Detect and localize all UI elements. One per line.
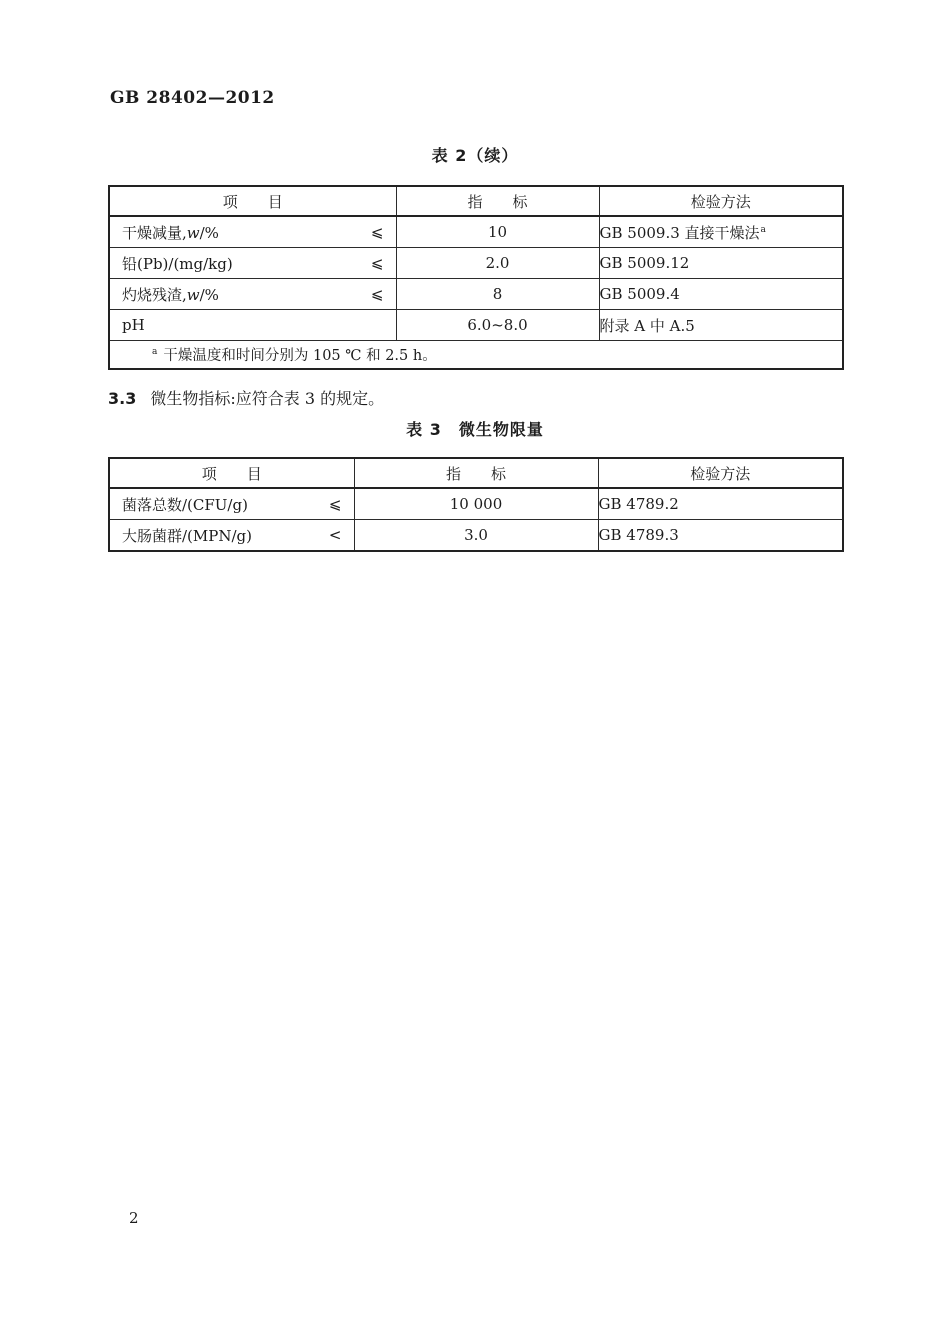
indicator-value: 3.0 — [354, 520, 598, 552]
section-text: 微生物指标:应符合表 3 的规定。 — [150, 389, 385, 408]
test-method: 附录 A 中 A.5 — [599, 310, 843, 341]
section-number: 3.3 — [108, 389, 137, 408]
item-label: 灼烧残渣,w/% — [122, 285, 219, 304]
item-label: pH — [122, 316, 145, 334]
table2 — [108, 185, 842, 370]
table-row — [109, 216, 843, 248]
item-label: 干燥减量,w/% — [122, 223, 219, 242]
relation-symbol: ⩽ — [370, 285, 384, 303]
test-method: GB 4789.3 — [598, 520, 843, 552]
indicator-value: 6.0~8.0 — [396, 310, 599, 341]
item-label: 铅(Pb)/(mg/kg) — [122, 254, 233, 273]
test-method: GB 5009.4 — [599, 279, 843, 310]
indicator-value: 10 000 — [354, 488, 598, 520]
table3-col-indicator: 指 标 — [354, 458, 598, 488]
table-row — [109, 279, 843, 310]
table2-title: 表 2（续） — [431, 146, 519, 165]
table2-header-row — [109, 186, 843, 216]
table3 — [108, 457, 842, 552]
item-label: 大肠菌群/(MPN/g) — [122, 526, 252, 545]
table2-col-indicator: 指 标 — [396, 186, 599, 216]
footnote-text: 干燥温度和时间分别为 105 ℃ 和 2.5 h。 — [163, 348, 437, 364]
table3-col-item: 项 目 — [109, 458, 354, 488]
table3-header-row — [109, 458, 843, 488]
indicator-value: 10 — [396, 216, 599, 248]
indicator-value: 2.0 — [396, 248, 599, 279]
table2-footnote-row — [109, 341, 843, 370]
relation-symbol: ⩽ — [370, 254, 384, 272]
footnote-marker: a — [152, 347, 158, 358]
page-number: 2 — [129, 1209, 139, 1227]
relation-symbol: < — [328, 526, 342, 544]
test-method: GB 5009.12 — [599, 248, 843, 279]
relation-symbol: ⩽ — [370, 223, 384, 241]
test-method: GB 5009.3 直接干燥法$^a$ — [599, 216, 843, 248]
standard-code: GB 28402—2012 — [110, 88, 275, 108]
table3-col-method: 检验方法 — [598, 458, 843, 488]
section-3-3 — [108, 386, 384, 409]
table-row — [109, 248, 843, 279]
table-row — [109, 520, 843, 552]
table3-title: 表 3 微生物限量 — [406, 420, 544, 439]
footnote-ref: a — [760, 224, 766, 235]
item-label: 菌落总数/(CFU/g) — [122, 495, 248, 514]
indicator-value: 8 — [396, 279, 599, 310]
table-row — [109, 488, 843, 520]
table2-col-item: 项 目 — [109, 186, 396, 216]
relation-symbol: ⩽ — [328, 495, 342, 513]
table2-col-method: 检验方法 — [599, 186, 843, 216]
test-method: GB 4789.2 — [598, 488, 843, 520]
table-row — [109, 310, 843, 341]
